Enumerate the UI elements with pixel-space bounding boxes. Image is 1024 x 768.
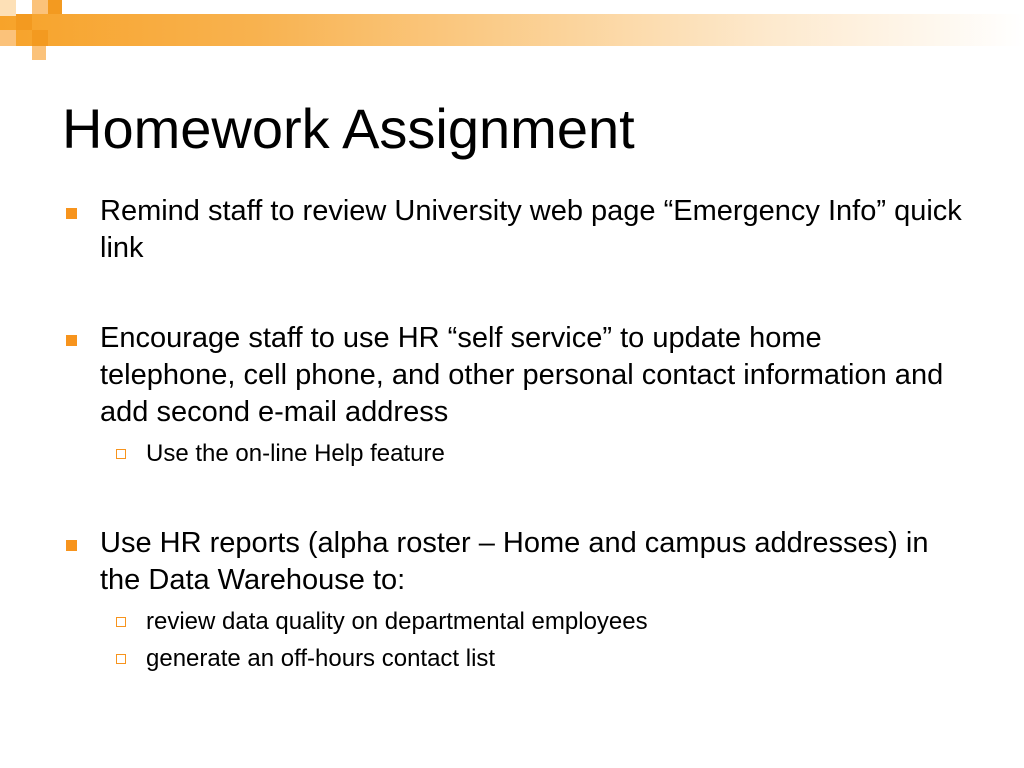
header-square xyxy=(32,0,48,14)
bullet-text: Use HR reports (alpha roster – Home and campus addresses) in the Data Warehouse to: xyxy=(100,527,929,596)
hollow-square-bullet-icon xyxy=(116,654,126,664)
sub-bullet-list xyxy=(100,603,962,677)
square-bullet-icon xyxy=(66,540,77,551)
sub-bullet-text: review data quality on departmental employees xyxy=(146,608,648,635)
slide-title: Homework Assignment xyxy=(62,97,635,160)
bullet-item xyxy=(62,320,962,472)
sub-bullet-item xyxy=(100,603,962,640)
sub-bullet-text: generate an off-hours contact list xyxy=(146,645,496,672)
sub-bullet-item xyxy=(100,640,962,677)
hollow-square-bullet-icon xyxy=(116,617,126,627)
hollow-square-bullet-icon xyxy=(116,449,126,459)
header-square xyxy=(16,14,32,30)
bullet-text: Remind staff to review University web page “Emergency Info” quick link xyxy=(100,195,962,264)
header-gradient-band xyxy=(0,14,1024,46)
header-square xyxy=(0,30,16,46)
header-square xyxy=(48,0,62,14)
sub-bullet-item xyxy=(100,435,962,472)
bullet-list xyxy=(62,193,962,677)
sub-bullet-text: Use the on-line Help feature xyxy=(146,440,445,467)
header-square xyxy=(32,30,48,46)
sub-bullet-list xyxy=(100,435,962,472)
square-bullet-icon xyxy=(66,208,77,219)
bullet-item xyxy=(62,193,962,267)
header-square xyxy=(32,46,46,60)
bullet-text: Encourage staff to use HR “self service” to update home telephone, cell phone, and other personal contact information and add second e-mail address xyxy=(100,322,944,428)
header-square xyxy=(0,0,16,16)
bullet-item xyxy=(62,525,962,677)
square-bullet-icon xyxy=(66,335,77,346)
